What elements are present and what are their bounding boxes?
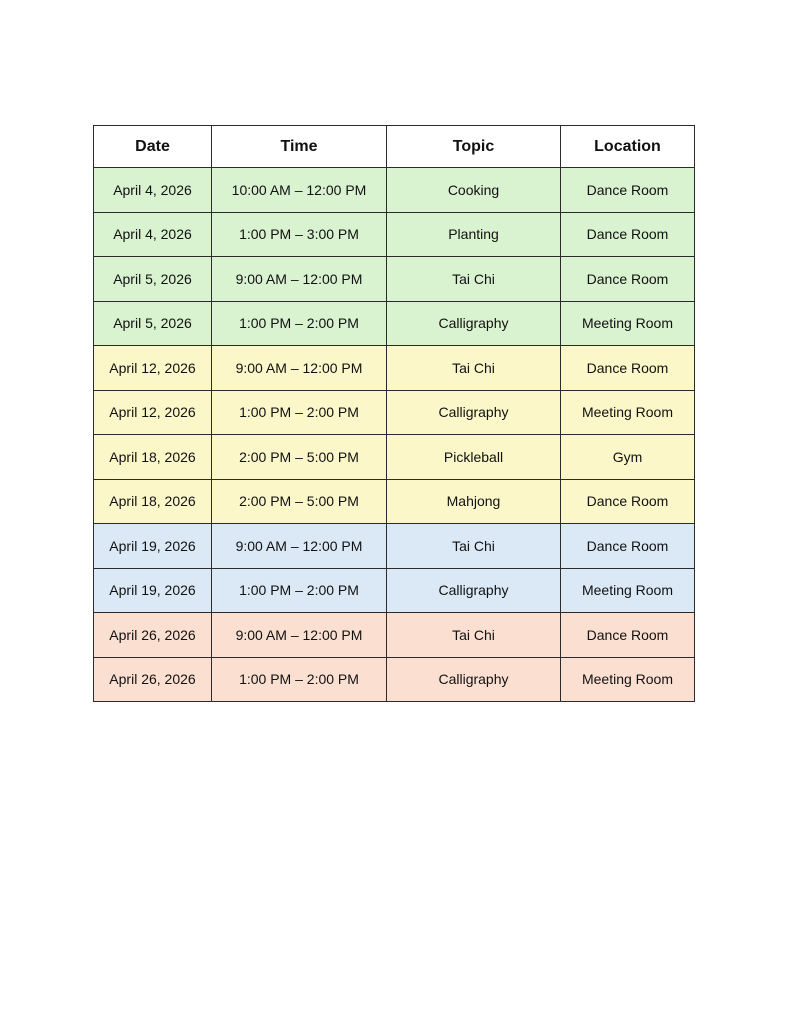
cell-time: 1:00 PM – 2:00 PM [212, 657, 387, 702]
cell-location: Dance Room [561, 168, 695, 213]
table-row [94, 568, 695, 613]
cell-time: 9:00 AM – 12:00 PM [212, 613, 387, 658]
cell-date: April 12, 2026 [94, 346, 212, 391]
table-row [94, 168, 695, 213]
cell-location: Meeting Room [561, 568, 695, 613]
cell-location: Meeting Room [561, 657, 695, 702]
cell-location: Dance Room [561, 257, 695, 302]
cell-time: 10:00 AM – 12:00 PM [212, 168, 387, 213]
header-date: Date [94, 126, 212, 168]
cell-topic: Tai Chi [387, 524, 561, 569]
table-body [94, 168, 695, 702]
cell-date: April 12, 2026 [94, 390, 212, 435]
cell-location: Dance Room [561, 346, 695, 391]
cell-date: April 19, 2026 [94, 524, 212, 569]
cell-time: 9:00 AM – 12:00 PM [212, 346, 387, 391]
table-row [94, 524, 695, 569]
cell-location: Meeting Room [561, 301, 695, 346]
header-time: Time [212, 126, 387, 168]
table-row [94, 435, 695, 480]
table-row [94, 657, 695, 702]
cell-topic: Tai Chi [387, 613, 561, 658]
table-row [94, 390, 695, 435]
cell-location: Dance Room [561, 524, 695, 569]
cell-date: April 5, 2026 [94, 301, 212, 346]
cell-date: April 18, 2026 [94, 435, 212, 480]
cell-date: April 26, 2026 [94, 613, 212, 658]
cell-time: 2:00 PM – 5:00 PM [212, 435, 387, 480]
cell-time: 1:00 PM – 3:00 PM [212, 212, 387, 257]
cell-time: 9:00 AM – 12:00 PM [212, 524, 387, 569]
cell-topic: Calligraphy [387, 568, 561, 613]
cell-topic: Calligraphy [387, 390, 561, 435]
cell-topic: Planting [387, 212, 561, 257]
cell-location: Dance Room [561, 479, 695, 524]
cell-location: Meeting Room [561, 390, 695, 435]
table-header [94, 126, 695, 168]
cell-time: 1:00 PM – 2:00 PM [212, 568, 387, 613]
cell-date: April 19, 2026 [94, 568, 212, 613]
cell-topic: Cooking [387, 168, 561, 213]
table-row [94, 613, 695, 658]
table-row [94, 479, 695, 524]
schedule-table [93, 125, 695, 702]
cell-time: 1:00 PM – 2:00 PM [212, 390, 387, 435]
cell-location: Gym [561, 435, 695, 480]
cell-location: Dance Room [561, 613, 695, 658]
cell-topic: Pickleball [387, 435, 561, 480]
table-row [94, 301, 695, 346]
cell-location: Dance Room [561, 212, 695, 257]
cell-date: April 26, 2026 [94, 657, 212, 702]
cell-time: 1:00 PM – 2:00 PM [212, 301, 387, 346]
cell-topic: Calligraphy [387, 301, 561, 346]
cell-date: April 5, 2026 [94, 257, 212, 302]
cell-topic: Tai Chi [387, 257, 561, 302]
cell-topic: Calligraphy [387, 657, 561, 702]
header-topic: Topic [387, 126, 561, 168]
header-row [94, 126, 695, 168]
cell-date: April 4, 2026 [94, 212, 212, 257]
table-row [94, 257, 695, 302]
cell-topic: Mahjong [387, 479, 561, 524]
table-row [94, 212, 695, 257]
cell-topic: Tai Chi [387, 346, 561, 391]
cell-time: 9:00 AM – 12:00 PM [212, 257, 387, 302]
cell-date: April 18, 2026 [94, 479, 212, 524]
table-row [94, 346, 695, 391]
header-location: Location [561, 126, 695, 168]
cell-time: 2:00 PM – 5:00 PM [212, 479, 387, 524]
cell-date: April 4, 2026 [94, 168, 212, 213]
